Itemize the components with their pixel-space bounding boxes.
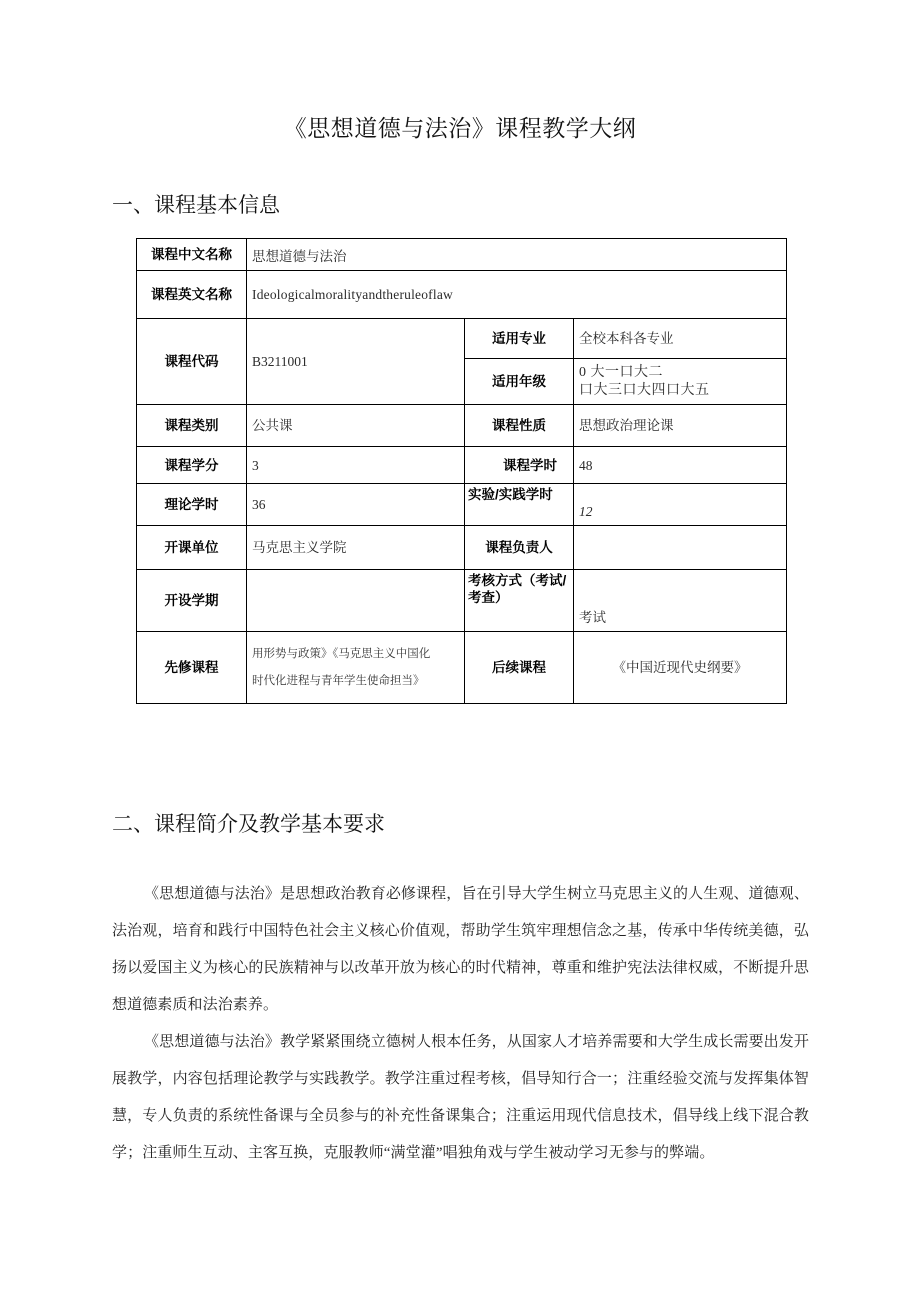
cell-label-assessment-method: 考核方式（考试/考查） <box>465 570 574 632</box>
cell-label-offering-unit: 开课单位 <box>137 526 247 570</box>
course-basic-info-table <box>136 238 787 704</box>
paragraph-course-introduction: 《思想道德与法治》是思想政治教育必修课程，旨在引导大学生树立马克思主义的人生观、道德观、法治观，培育和践行中国特色社会主义核心价值观，帮助学生筑牢理想信念之基，传承中华传统美德，弘扬以爱国主义为核心的民族精神与以改革开放为核心的时代精神，尊重和维护宪法法律权威，不断提升思想道德素质和法治素养。 <box>112 886 809 1013</box>
cell-label-course-leader: 课程负责人 <box>465 526 574 570</box>
table-row <box>137 405 787 447</box>
cell-label-course-hours: 课程学时 <box>465 447 574 484</box>
grade-option-line-1: 0 大一口大二 <box>579 364 663 380</box>
section-heading-basic-info: 一、课程基本信息 <box>112 194 280 217</box>
table-row <box>137 632 787 704</box>
cell-value-course-hours: 48 <box>574 447 787 484</box>
cell-value-theory-hours: 36 <box>247 484 465 526</box>
cell-value-applicable-grade <box>574 359 787 405</box>
table-row <box>137 570 787 632</box>
cell-value-course-nature: 思想政治理论课 <box>574 405 787 447</box>
cell-value-practice-hours: 12 <box>574 484 787 526</box>
table-row <box>137 239 787 271</box>
cell-value-semester <box>247 570 465 632</box>
prerequisite-line-2: 时代化进程与青年学生使命担当》 <box>252 674 425 687</box>
cell-value-course-name-cn: 思想道德与法治 <box>247 239 787 271</box>
prerequisite-line-1: 用形势与政策》《马克思主义中国化 <box>252 647 431 660</box>
table-row <box>137 526 787 570</box>
section-heading-course-intro: 二、课程简介及教学基本要求 <box>112 813 385 836</box>
cell-label-semester: 开设学期 <box>137 570 247 632</box>
cell-label-credits: 课程学分 <box>137 447 247 484</box>
grade-option-line-2: 口大三口大四口大五 <box>579 382 710 398</box>
cell-value-subsequent-courses: 《中国近现代史纲要》 <box>574 632 787 704</box>
cell-value-prerequisite-courses <box>247 632 465 704</box>
cell-label-practice-hours: 实验/实践学时 <box>465 484 574 526</box>
table-row <box>137 447 787 484</box>
cell-value-assessment-method: 考试 <box>574 570 787 632</box>
table-row <box>137 484 787 526</box>
cell-label-course-name-cn: 课程中文名称 <box>137 239 247 271</box>
cell-label-applicable-grade: 适用年级 <box>465 359 574 405</box>
cell-value-course-name-en: Ideologicalmoralityandtheruleoflaw <box>247 271 787 319</box>
cell-value-course-leader <box>574 526 787 570</box>
cell-label-course-category: 课程类别 <box>137 405 247 447</box>
table-row <box>137 271 787 319</box>
cell-label-course-nature: 课程性质 <box>465 405 574 447</box>
paragraph-teaching-requirements: 《思想道德与法治》教学紧紧围绕立德树人根本任务，从国家人才培养需要和大学生成长需要出发开展教学，内容包括理论教学与实践教学。教学注重过程考核，倡导知行合一；注重经验交流与发挥集体智慧，专人负责的系统性备课与全员参与的补充性备课集合；注重运用现代信息技术，倡导线上线下混合教学；注重师生互动、主客互换，克服教师“满堂灌”唱独角戏与学生被动学习无参与的弊端。 <box>112 1034 809 1161</box>
cell-label-subsequent-courses: 后续课程 <box>465 632 574 704</box>
cell-label-prerequisite-courses: 先修课程 <box>137 632 247 704</box>
table-row <box>137 319 787 359</box>
cell-label-course-code: 课程代码 <box>137 319 247 405</box>
cell-value-applicable-major: 全校本科各专业 <box>574 319 787 359</box>
cell-label-course-name-en: 课程英文名称 <box>137 271 247 319</box>
cell-value-credits: 3 <box>247 447 465 484</box>
cell-label-applicable-major: 适用专业 <box>465 319 574 359</box>
cell-label-theory-hours: 理论学时 <box>137 484 247 526</box>
cell-value-offering-unit: 马克思主义学院 <box>247 526 465 570</box>
page-title: 《思想道德与法治》课程教学大纲 <box>283 115 637 141</box>
cell-value-course-code: B3211001 <box>247 319 465 405</box>
cell-value-course-category: 公共课 <box>247 405 465 447</box>
